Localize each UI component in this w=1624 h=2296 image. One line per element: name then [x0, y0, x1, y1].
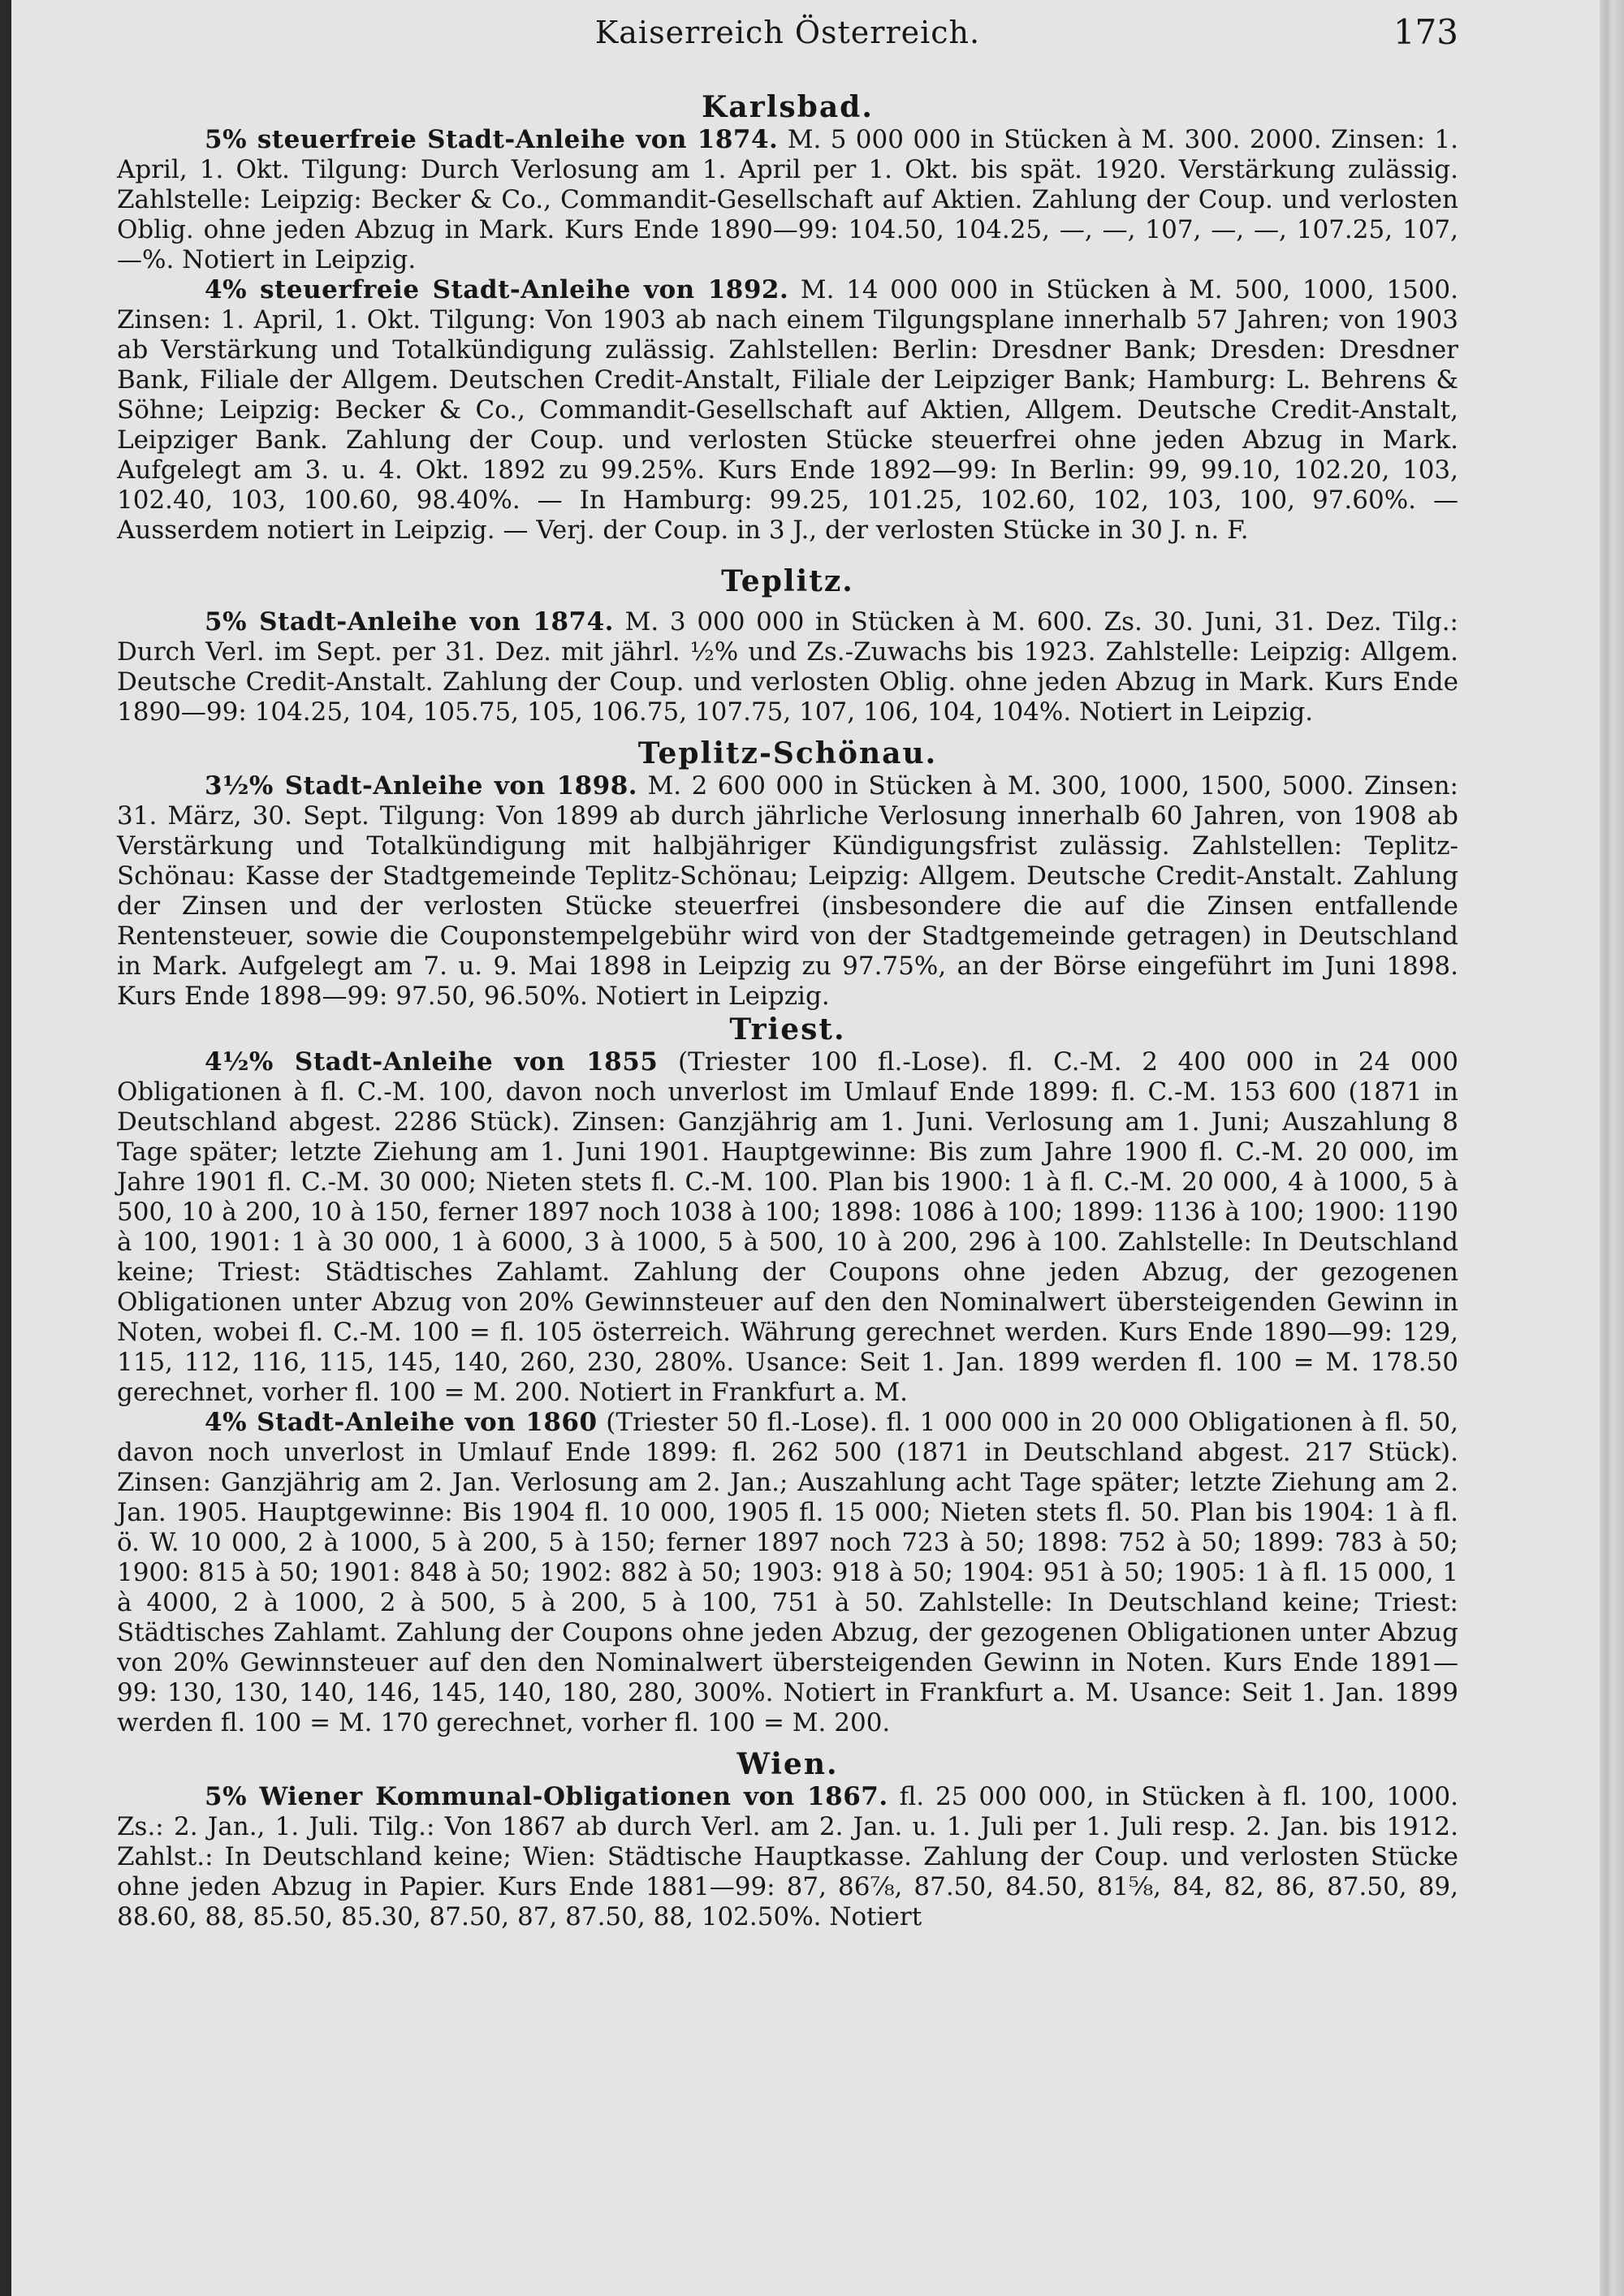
- entry-title: 5% Wiener Kommunal-Obligationen von 1867.: [205, 1782, 888, 1811]
- entry-title: 4% Stadt-Anleihe von 1860: [205, 1408, 598, 1437]
- entry-title: 5% Stadt-Anleihe von 1874.: [205, 607, 614, 637]
- entry-title: 4½% Stadt-Anleihe von 1855: [205, 1047, 659, 1077]
- entry-text: fl. 25 000 000, in Stücken à fl. 100, 1000. Zs.: 2. Jan., 1. Juli. Tilg.: Von 1867 ab durch Verl. am 2. Jan. u. 1. Juli per 1. Juli resp. 2. Jan. bis 1912. Zahlst.: In Deutschland keine; Wien: Städtische Hauptkasse. Zahlung der Coup. und verlosten Stücke ohne jeden Abzug in Papier. Kurs Ende 1881—99: 87, 86⅞, 87.50, 84.50, 81⅝, 84, 82, 86, 87.50, 89, 88.60, 88, 85.50, 85.30, 87.50, 87, 87.50, 88, 102.50%. Notiert: [117, 1782, 1458, 1931]
- entry-title: 3½% Stadt-Anleihe von 1898.: [205, 771, 638, 801]
- section-heading-teplitz: Teplitz.: [721, 564, 854, 598]
- entry-title: 4% steuerfreie Stadt-Anleihe von 1892.: [205, 275, 789, 304]
- book-page: [117, 0, 1458, 2296]
- entry-text: M. 3 000 000 in Stücken à M. 600. Zs. 30. Juni, 31. Dez. Tilg.: Durch Verl. im Sept. per 31. Dez. mit jährl. ½% und Zs.-Zuwachs bis 1923. Zahlstelle: Leipzig: Allgem. Deutsche Credit-Anstalt. Zahlung der Coup. und verlosten Oblig. ohne jeden Abzug in Mark. Kurs Ende 1890—99: 104.25, 104, 105.75, 105, 106.75, 107.75, 107, 106, 104, 104%. Notiert in Leipzig.: [117, 607, 1458, 727]
- entry-title: 5% steuerfreie Stadt-Anleihe von 1874.: [205, 125, 779, 154]
- entry-karlsbad-1874: [117, 125, 1458, 275]
- entry-karlsbad-1892: [117, 275, 1458, 546]
- running-header: [117, 13, 1458, 52]
- entry-text: (Triester 100 fl.-Lose). fl. C.-M. 2 400 000 in 24 000 Obligationen à fl. C.-M. 100, davon noch unverlost im Umlauf Ende 1899: fl. C.-M. 153 600 (1871 in Deutschland abgest. 2286 Stück). Zinsen: Ganzjährig am 1. Juni. Verlosung am 1. Juni; Auszahlung 8 Tage später; letzte Ziehung am 1. Juni 1901. Hauptgewinne: Bis zum Jahre 1900 fl. C.-M. 20 000, im Jahre 1901 fl. C.-M. 30 000; Nieten stets fl. C.-M. 100. Plan bis 1900: 1 à fl. C.-M. 20 000, 4 à 1000, 5 à 500, 10 à 200, 10 à 150, ferner 1897 noch 1038 à 100; 1898: 1086 à 100; 1899: 1136 à 100; 1900: 1190 à 100, 1901: 1 à 30 000, 1 à 6000, 3 à 1000, 5 à 500, 10 à 200, 296 à 100. Zahlstelle: In Deutschland keine; Triest: Städtisches Zahlamt. Zahlung der Coupons ohne jeden Abzug, der gezogenen Obligationen unter Abzug von 20% Gewinnsteuer auf den den Nominalwert übersteigenden Gewinn in Noten, wobei fl. C.-M. 100 = fl. 105 österreich. Währung gerechnet werden. Kurs Ende 1890—99: 129, 115, 112, 116, 115, 145, 140, 260, 230, 280%. Usance: Seit 1. Jan. 1899 werden fl. 100 = M. 178.50 gerechnet, vorher fl. 100 = M. 200. Notiert in Frankfurt a. M.: [117, 1047, 1458, 1407]
- section-heading-triest: Triest.: [729, 1012, 846, 1047]
- section-heading-teplitz-schoenau: Teplitz-Schönau.: [637, 736, 938, 770]
- entry-text: M. 2 600 000 in Stücken à M. 300, 1000, 1500, 5000. Zinsen: 31. März, 30. Sept. Tilgung: Von 1899 ab durch jährliche Verlosung innerhalb 60 Jahren, von 1908 ab Verstärkung und Totalkündigung mit halbjähriger Kündigungsfrist zulässig. Zahlstellen: Teplitz-Schönau: Kasse der Stadtgemeinde Teplitz-Schönau; Leipzig: Allgem. Deutsche Credit-Anstalt. Zahlung der Zinsen und der verlosten Stücke steuerfrei (insbesondere die auf die Zinsen entfallende Rentensteuer, sowie die Couponstempelgebühr wird von der Stadtgemeinde getragen) in Deutschland in Mark. Aufgelegt am 7. u. 9. Mai 1898 in Leipzig zu 97.75%, an der Börse eingeführt im Juni 1898. Kurs Ende 1898—99: 97.50, 96.50%. Notiert in Leipzig.: [117, 771, 1459, 1011]
- entry-triest-1860: [117, 1408, 1458, 1738]
- section-heading-wien: Wien.: [736, 1747, 839, 1781]
- page-body: [117, 89, 1458, 1932]
- section-heading-karlsbad: Karlsbad.: [702, 90, 874, 124]
- entry-text: (Triester 50 fl.-Lose). fl. 1 000 000 in 20 000 Obligationen à fl. 50, davon noch unverlost in Umlauf Ende 1899: fl. 262 500 (1871 in Deutschland abgest. 217 Stück). Zinsen: Ganzjährig am 2. Jan. Verlosung am 2. Jan.; Auszahlung acht Tage später; letzte Ziehung am 2. Jan. 1905. Hauptgewinne: Bis 1904 fl. 10 000, 1905 fl. 15 000; Nieten stets fl. 50. Plan bis 1904: 1 à fl. ö. W. 10 000, 2 à 1000, 5 à 200, 5 à 150; ferner 1897 noch 723 à 50; 1898: 752 à 50; 1899: 783 à 50; 1900: 815 à 50; 1901: 848 à 50; 1902: 882 à 50; 1903: 918 à 50; 1904: 951 à 50; 1905: 1 à fl. 15 000, 1 à 4000, 2 à 1000, 2 à 500, 5 à 200, 5 à 100, 751 à 50. Zahlstelle: In Deutschland keine; Triest: Städtisches Zahlamt. Zahlung der Coupons ohne jeden Abzug, der gezogenen Obligationen unter Abzug von 20% Gewinnsteuer auf den den Nominalwert übersteigenden Gewinn in Noten. Kurs Ende 1891—99: 130, 130, 140, 146, 145, 140, 180, 280, 300%. Notiert in Frankfurt a. M. Usance: Seit 1. Jan. 1899 werden fl. 100 = M. 170 gerechnet, vorher fl. 100 = M. 200.: [117, 1408, 1458, 1737]
- running-title: Kaiserreich Österreich.: [594, 15, 981, 50]
- page-number: 173: [1393, 12, 1458, 52]
- entry-wien-1867: [117, 1782, 1458, 1932]
- scan-edge-left: [0, 0, 11, 2296]
- entry-triest-1855: [117, 1047, 1458, 1408]
- entry-teplitz-schoenau-1898: [117, 771, 1458, 1012]
- entry-text: M. 14 000 000 in Stücken à M. 500, 1000, 1500. Zinsen: 1. April, 1. Okt. Tilgung: Von 1903 ab nach einem Tilgungsplane innerhalb 57 Jahren; von 1903 ab Verstärkung und Totalkündigung zulässig. Zahlstellen: Berlin: Dresdner Bank; Dresden: Dresdner Bank, Filiale der Allgem. Deutschen Credit-Anstalt, Filiale der Leipziger Bank; Hamburg: L. Behrens & Söhne; Leipzig: Becker & Co., Commandit-Gesellschaft auf Aktien, Allgem. Deutsche Credit-Anstalt, Leipziger Bank. Zahlung der Coup. und verlosten Stücke steuerfrei ohne jeden Abzug in Mark. Aufgelegt am 3. u. 4. Okt. 1892 zu 99.25%. Kurs Ende 1892—99: In Berlin: 99, 99.10, 102.20, 103, 102.40, 103, 100.60, 98.40%. — In Hamburg: 99.25, 101.25, 102.60, 102, 103, 100, 97.60%. — Ausserdem notiert in Leipzig. — Verj. der Coup. in 3 J., der verlosten Stücke in 30 J. n. F.: [117, 275, 1459, 545]
- scan-edge-right: [1600, 0, 1624, 2296]
- entry-teplitz-1874: [117, 607, 1458, 727]
- entry-text: M. 5 000 000 in Stücken à M. 300. 2000. Zinsen: 1. April, 1. Okt. Tilgung: Durch Verlosung am 1. April per 1. Okt. bis spät. 1920. Verstärkung zulässig. Zahlstelle: Leipzig: Becker & Co., Commandit-Gesellschaft auf Aktien. Zahlung der Coup. und verlosten Oblig. ohne jeden Abzug in Mark. Kurs Ende 1890—99: 104.50, 104.25, —, —, 107, —, —, 107.25, 107, —%. Notiert in Leipzig.: [117, 125, 1458, 274]
